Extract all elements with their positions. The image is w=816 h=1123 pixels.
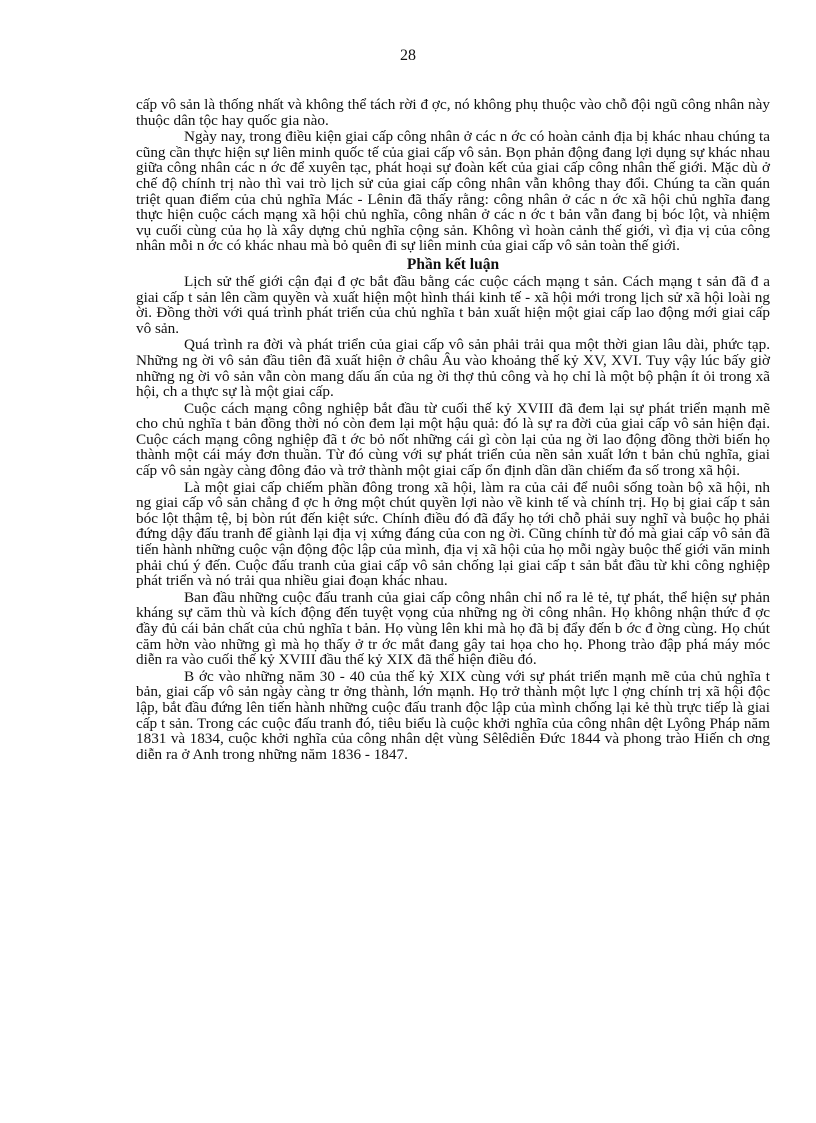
page-number: 28 bbox=[400, 47, 416, 64]
section-heading: Phần kết luận bbox=[406, 255, 500, 273]
paragraph: Là một giai cấp chiếm phần đông trong xã hội, làm ra của cải để nuôi sống toàn bộ xã hội, nh ng giai cấp vô sản chẳng đ ợc h ởng một chút quyền lợi nào về kinh tế và chính trị. Họ bị giai cấp t sản bóc lột thậm tệ, bị bòn rút đến kiệt sức. Chính điều đó đã đẩy họ tới chỗ phải suy nghĩ và buộc họ phải đứng dậy đấu tranh để giành lại địa vị xứng đáng của con ng ời. Cũng chính từ đó mà giai cấp vô sản đã tiến hành những cuộc vận động độc lập của mình, địa vị xã hội của họ mỗi ngày buộc thế giới văn minh phải chú ý đến. Cuộc đấu tranh của giai cấp vô sản chống lại giai cấp t sản bắt đầu từ khi công nghiệp phát triển và nó trải qua nhiều giai đoạn khác nhau. bbox=[136, 478, 770, 590]
paragraph: Ban đầu những cuộc đấu tranh của giai cấp công nhân chỉ nổ ra lẻ tẻ, tự phát, thể hiện sự phản kháng sự căm thù và kích động đến tuyệt vọng của những ng ời công nhân. Họ không nhận thức đ ợc đầy đủ cái bản chất của chủ nghĩa t bản. Họ vùng lên khi mà họ đã bị đẩy đến b ớc đ ờng cùng. Họ chút căm hờn vào những gì mà họ thấy ở tr ớc mắt đang gây tai họa cho họ. Phong trào đập phá máy móc diễn ra vào cuối thế kỷ XVIII đầu thế kỷ XIX đã thể hiện điều đó. bbox=[136, 588, 770, 669]
paragraph: Ngày nay, trong điều kiện giai cấp công nhân ở các n ớc có hoàn cảnh địa bị khác nhau chúng ta cũng cần thực hiện sự liên minh quốc tế của giai cấp vô sản. Bọn phản động đang lợi dụng sự khác nhau giữa công nhân các n ớc để xuyên tạc, phát hoại sự đoàn kết của giai cấp công nhân thế giới. Mặc dù ở chế độ chính trị nào thì vai trò lịch sử của giai cấp công nhân vẫn không thay đổi. Chúng ta cần quán triệt quan điểm của chủ nghĩa Mác - Lênin đã thấy rằng: công nhân ở các n ớc xã hội chủ nghĩa đang thực hiện cuộc cách mạng xã hội chủ nghĩa, công nhân ở các n ớc t bản vẫn đang bị bóc lột, và nhiệm vụ cuối cùng của họ là xây dựng chủ nghĩa cộng sản. Không vì hoàn cảnh thế giới, vì địa vị của công nhân mỗi n ớc có khác nhau mà bỏ quên đi sự liên minh của giai cấp vô sản toàn thế giới. bbox=[136, 128, 770, 255]
paragraph: Quá trình ra đời và phát triển của giai cấp vô sản phải trải qua một thời gian lâu dài, phức tạp. Những ng ời vô sản đầu tiên đã xuất hiện ở châu Âu vào khoảng thế kỷ XV, XVI. Tuy vậy lúc bấy giờ những ng ời vô sản vẫn còn mang dấu ấn của ng ời thợ thủ công và họ chỉ là một bộ phận ít ỏi trong xã hội, ch a thực sự là một giai cấp. bbox=[136, 336, 770, 401]
document-body bbox=[136, 97, 770, 762]
paragraph: cấp vô sản là thống nhất và không thể tách rời đ ợc, nó không phụ thuộc vào chỗ đội ngũ công nhân này thuộc dân tộc hay quốc gia nào. bbox=[136, 96, 770, 129]
paragraph: Cuộc cách mạng công nghiệp bắt đầu từ cuối thế kỷ XVIII đã đem lại sự phát triển mạnh mẽ cho chủ nghĩa t bản đồng thời nó còn đem lại một hậu quả: đó là sự ra đời của giai cấp vô sản hiện đại. Cuộc cách mạng công nghiệp đã t ớc bỏ nốt những cái gì còn lại của ng ời lao động đồng thời biến họ thành một cái máy đơn thuần. Từ đó cùng với sự phát triển của nền sản xuất lớn t bản chủ nghĩa, giai cấp vô sản ngày càng đông đảo và trở thành một giai cấp ổn định dần dần chiếm đa số trong xã hội. bbox=[136, 399, 770, 480]
paragraph: Lịch sử thế giới cận đại đ ợc bắt đầu bằng các cuộc cách mạng t sản. Cách mạng t sản đã đ a giai cấp t sản lên cầm quyền và xuất hiện một hình thái kinh tế - xã hội mới trong lịch sử xã hội loài ng ời. Đồng thời với quá trình phát triển của chủ nghĩa t bản xuất hiện một giai cấp lao động mới giai cấp vô sản. bbox=[136, 272, 770, 337]
paragraph: B ớc vào những năm 30 - 40 của thế kỷ XIX cùng với sự phát triển mạnh mẽ của chủ nghĩa t bản, giai cấp vô sản ngày càng tr ởng thành, lớn mạnh. Họ trở thành một lực l ợng chính trị xã hội độc lập, bắt đầu đứng lên tiến hành những cuộc đấu tranh độc lập của mình chống lại kẻ thù trực tiếp là giai cấp t sản. Trong các cuộc đấu tranh đó, tiêu biểu là cuộc khởi nghĩa của công nhân dệt Lyông Pháp năm 1831 và 1834, cuộc khởi nghĩa của công nhân dệt vùng Sêlêdiên Đức 1844 và phong trào Hiến ch ơng diễn ra ở Anh trong những năm 1836 - 1847. bbox=[136, 667, 770, 763]
